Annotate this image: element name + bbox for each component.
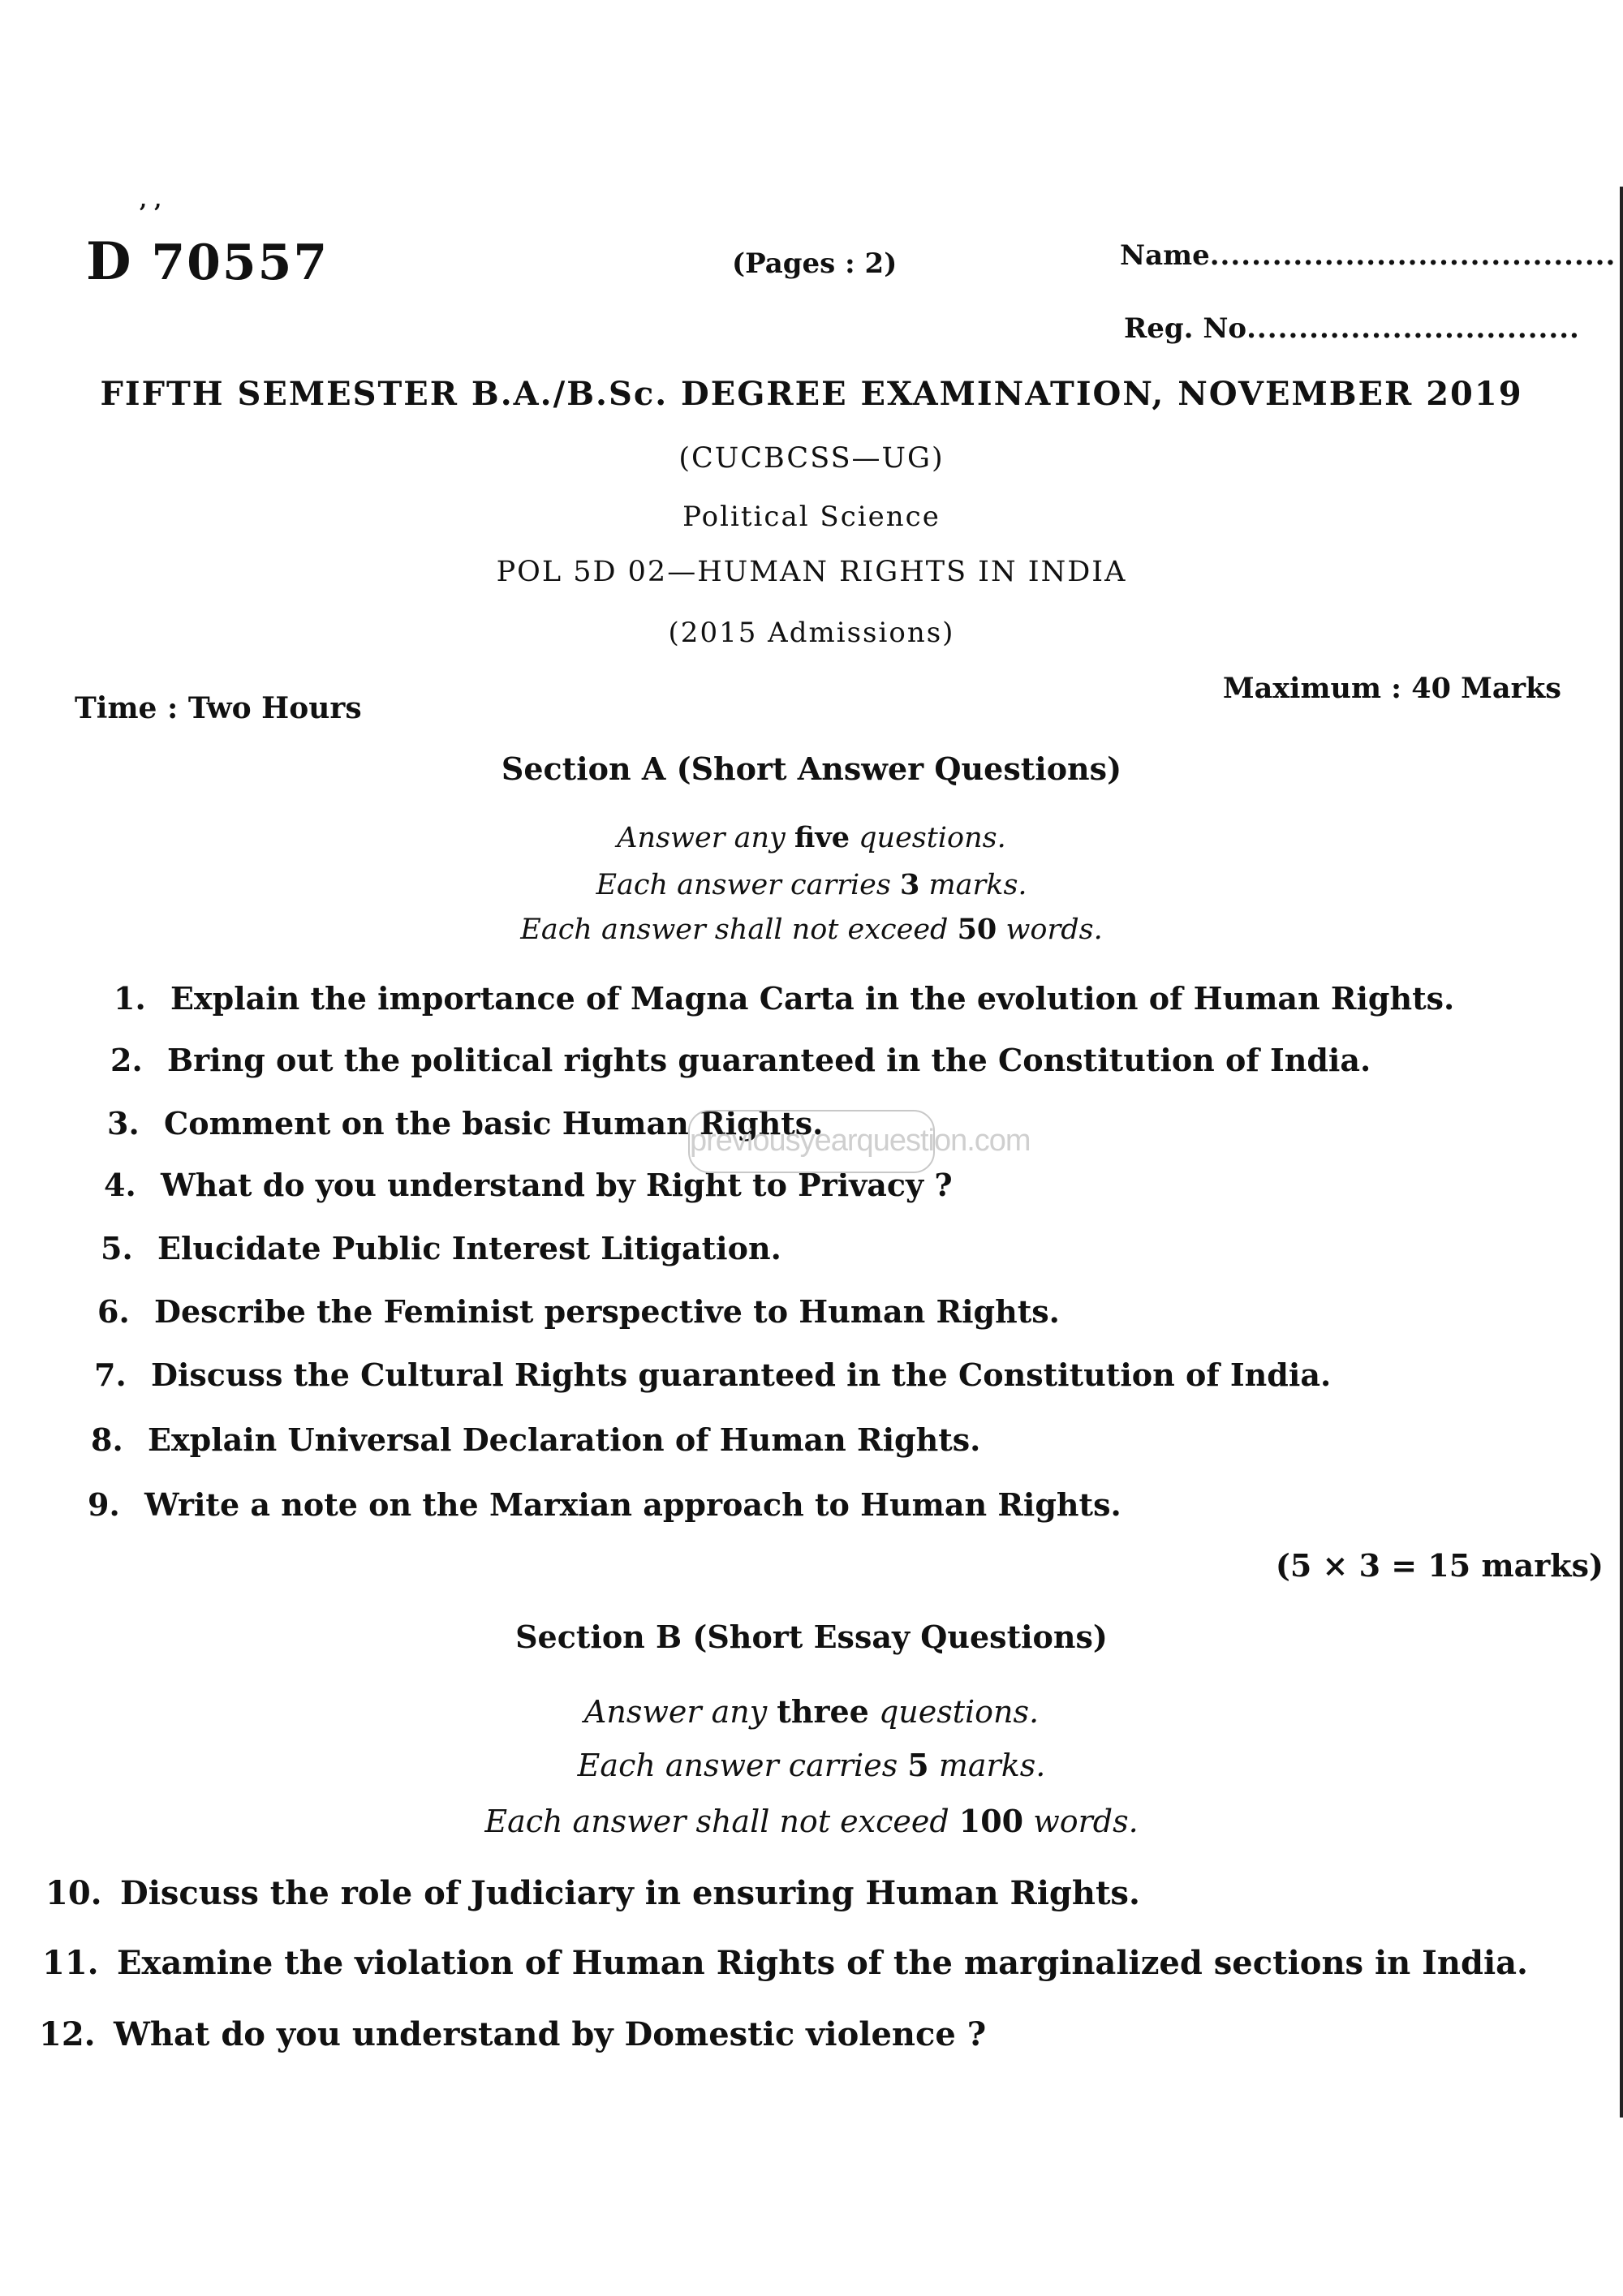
section-a-heading: Section A (Short Answer Questions) <box>501 750 1122 787</box>
section-a-instruction-1: Answer any five questions. <box>617 821 1006 854</box>
question-5: 5. Elucidate Public Interest Litigation. <box>101 1230 781 1266</box>
question-12: 12. What do you understand by Domestic violence ? <box>39 2015 987 2053</box>
exam-time: Time : Two Hours <box>75 691 362 725</box>
section-a-marks: (5 × 3 = 15 marks) <box>1275 1547 1604 1584</box>
question-6: 6. Describe the Feminist perspective to Human Rights. <box>97 1293 1060 1330</box>
question-1: 1. Explain the importance of Magna Carta in the evolution of Human Rights. <box>114 980 1455 1017</box>
paper-code-number: 70557 <box>151 234 329 291</box>
question-8: 8. Explain Universal Declaration of Human Rights. <box>91 1421 981 1458</box>
corner-marks: , , <box>140 188 162 213</box>
exam-maximum-marks: Maximum : 40 Marks <box>1222 672 1561 705</box>
paper-code <box>86 231 329 292</box>
section-a-instruction-3: Each answer shall not exceed 50 words. <box>520 913 1103 946</box>
question-9: 9. Write a note on the Marxian approach to Human Rights. <box>88 1486 1121 1523</box>
section-a-instruction-2: Each answer carries 3 marks. <box>596 868 1027 901</box>
name-label: Name <box>1120 239 1210 272</box>
question-7: 7. Discuss the Cultural Rights guaranteed in the Constitution of India. <box>94 1357 1332 1393</box>
watermark-stamp: previousyearquestion.com <box>688 1110 935 1173</box>
question-2: 2. Bring out the political rights guaranteed in the Constitution of India. <box>110 1042 1371 1078</box>
question-11: 11. Examine the violation of Human Rights of the marginalized sections in India. <box>42 1944 1528 1982</box>
name-field <box>1120 239 1616 272</box>
pages-count: (Pages : 2) <box>732 247 898 280</box>
reg-no-dots: ................................ <box>1246 312 1580 345</box>
question-10: 10. Discuss the role of Judiciary in ensuring Human Rights. <box>45 1874 1140 1912</box>
section-b-heading: Section B (Short Essay Questions) <box>515 1619 1108 1655</box>
paper-code-prefix: D <box>86 231 133 292</box>
exam-scheme: (CUCBCSS—UG) <box>678 442 945 475</box>
question-4: 4. What do you understand by Right to Privacy ? <box>104 1167 953 1203</box>
section-b-instruction-1: Answer any three questions. <box>583 1693 1040 1730</box>
exam-title: FIFTH SEMESTER B.A./B.Sc. DEGREE EXAMINATION, NOVEMBER 2019 <box>100 375 1523 413</box>
reg-no-label: Reg. No <box>1124 312 1247 345</box>
reg-no-field <box>1124 312 1580 345</box>
section-b-instruction-3: Each answer shall not exceed 100 words. <box>484 1803 1139 1839</box>
question-3: 3. Comment on the basic Human Rights. <box>107 1105 824 1142</box>
name-dots: ....................................... <box>1209 239 1617 272</box>
exam-admissions: (2015 Admissions) <box>668 617 955 649</box>
exam-subject: Political Science <box>682 501 941 533</box>
exam-paper: POL 5D 02—HUMAN RIGHTS IN INDIA <box>496 556 1127 588</box>
section-b-instruction-2: Each answer carries 5 marks. <box>577 1747 1046 1783</box>
